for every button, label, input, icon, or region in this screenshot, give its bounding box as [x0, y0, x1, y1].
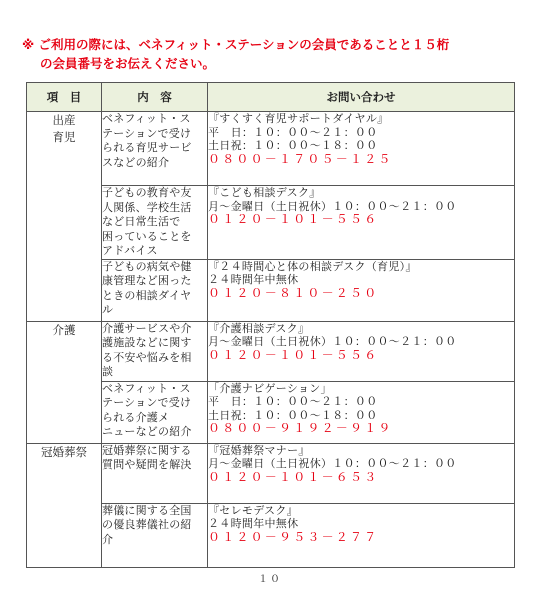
header-content: 内 容 [102, 83, 208, 112]
description-text: られる介護メ [102, 410, 170, 424]
service-hours: 月～金曜日（土日祝休）１０：００～２１：００ [208, 199, 457, 213]
notice-line-1: ※ ご利用の際には、ベネフィット・ステーションの会員であることと１５桁 [22, 37, 450, 52]
service-name: 『冠婚葬祭マナー』 [208, 443, 310, 457]
phone-number[interactable]: ０１２０－１０１－６５３ [208, 469, 379, 484]
usage-notice [22, 35, 522, 73]
description-text: 介護サービスや介 [102, 321, 192, 335]
category-cell [27, 321, 102, 443]
service-name: 『こども相談デスク』 [208, 186, 321, 199]
description-text: 葬儀に関する全国 [102, 503, 192, 517]
phone-number[interactable]: ０８００－１７０５－１２５ [208, 151, 393, 166]
description-cell [102, 381, 208, 443]
service-hours: 月～金曜日（土日祝休）１０：００～２１：００ [208, 335, 457, 348]
service-name: 「介護ナビゲーション」 [208, 381, 332, 395]
description-cell [102, 186, 208, 260]
service-hours: 土日祝：１０：００～１８：００ [208, 408, 378, 422]
description-text: ときの相談ダイヤ [102, 288, 192, 302]
phone-number[interactable]: ０８００－９１９２－９１９ [208, 421, 393, 435]
description-text: る不安や悩みを相 [102, 350, 192, 364]
description-text: 護施設などに関す [102, 336, 192, 349]
description-text: アドバイス [102, 244, 158, 257]
service-hours: ２４時間年中無休 [208, 273, 299, 286]
description-text: など日常生活で [102, 215, 181, 228]
service-hours: 平 日：１０：００～２１：００ [208, 125, 378, 139]
service-hours: 平 日：１０：００～２１：００ [208, 395, 378, 408]
contact-cell [208, 321, 515, 381]
category-label: 介護 [52, 322, 76, 337]
notice-line-2: の会員番号をお伝えください。 [40, 56, 216, 71]
service-name: 『介護相談デスク』 [208, 321, 310, 335]
service-name: 『セレモデスク』 [208, 503, 298, 517]
service-name: 『２４時間心と体の相談デスク（育児）』 [208, 259, 417, 273]
description-text: 困っていることを [102, 229, 192, 243]
description-text: 人関係、学校生活 [102, 200, 192, 214]
header-contact: お問い合わせ [208, 83, 515, 112]
description-text: ベネフィット・ス [102, 381, 191, 395]
contact-cell [208, 259, 515, 321]
description-cell [102, 443, 208, 503]
table-body [27, 112, 515, 568]
description-text: 康管理など困った [102, 274, 192, 287]
contact-cell [208, 381, 515, 443]
table-header-row [27, 83, 515, 112]
description-text: られる育児サービ [102, 141, 192, 154]
description-text: テーションで受け [102, 396, 192, 409]
contact-cell [208, 186, 515, 260]
description-cell [102, 259, 208, 321]
service-hours: 月～金曜日（土日祝休）１０：００～２１：００ [208, 457, 457, 470]
description-cell [102, 112, 208, 186]
phone-number[interactable]: ０１２０－１０１－５５６ [208, 212, 379, 226]
page-number: １０ [258, 574, 282, 585]
description-text: の優良葬儀社の紹 [102, 518, 192, 531]
contact-cell [208, 503, 515, 567]
table-row [27, 443, 515, 503]
service-hours: ２４時間年中無休 [208, 517, 299, 530]
description-text: 冠婚葬祭に関する [102, 443, 192, 457]
description-cell [102, 503, 208, 567]
description-text: ベネフィット・ス [102, 112, 191, 125]
category-label: 冠婚葬祭 [41, 444, 87, 459]
contact-cell [208, 112, 515, 186]
service-name: 『すくすく育児サポートダイヤル』 [208, 112, 389, 125]
service-table [26, 82, 515, 568]
phone-number[interactable]: ０１２０－９５３－２７７ [208, 529, 379, 544]
table-row [27, 321, 515, 381]
phone-number[interactable]: ０１２０－１０１－５５６ [208, 347, 379, 362]
description-text: 介 [102, 532, 114, 546]
table-row [27, 112, 515, 186]
category-cell [27, 443, 102, 567]
category-cell [27, 112, 102, 322]
contact-cell [208, 443, 515, 503]
category-label: 出産 [52, 113, 76, 127]
category-label: 育児 [52, 130, 76, 144]
description-text: スなどの紹介 [102, 155, 170, 169]
phone-number[interactable]: ０１２０－８１０－２５０ [208, 285, 379, 300]
description-text: 談 [102, 365, 114, 378]
description-text: 質問や疑問を解決 [102, 458, 192, 471]
description-text: ニューなどの紹介 [102, 425, 192, 438]
header-item: 項 目 [27, 83, 102, 112]
description-cell [102, 321, 208, 381]
description-text: テーションで受け [102, 126, 192, 140]
description-text: 子どもの病気や健 [102, 259, 192, 273]
service-hours: 土日祝：１０：００～１８：００ [208, 139, 378, 152]
description-text: 子どもの教育や友 [102, 186, 192, 199]
description-text: ル [102, 303, 114, 316]
